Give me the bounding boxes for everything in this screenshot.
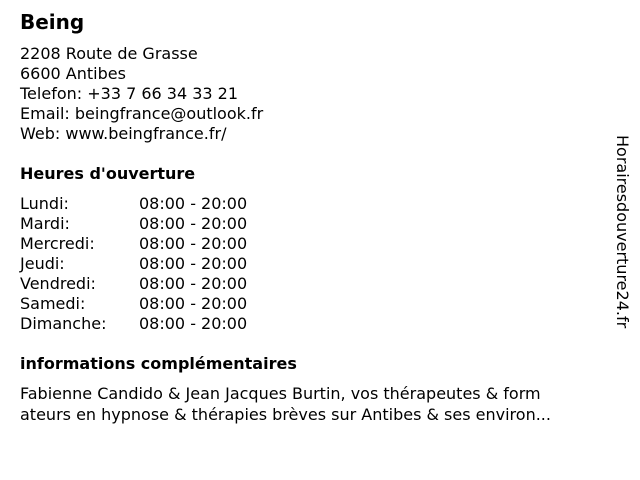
hours-row-thursday bbox=[20, 254, 280, 274]
hours-row-tuesday bbox=[20, 214, 280, 234]
hours-day: Mercredi: bbox=[20, 234, 95, 253]
hours-row-wednesday bbox=[20, 234, 280, 254]
contact-block bbox=[20, 44, 263, 144]
additional-info-line: Fabienne Candido & Jean Jacques Burtin, vos thérapeutes & form bbox=[20, 384, 541, 403]
hours-row-monday bbox=[20, 194, 280, 214]
site-watermark: Horairesdouverture24.fr bbox=[613, 135, 632, 329]
email-line: Email: beingfrance@outlook.fr bbox=[20, 104, 264, 123]
address-line-city: 6600 Antibes bbox=[20, 64, 126, 83]
web-line: Web: www.beingfrance.fr/ bbox=[20, 124, 227, 143]
hours-time: 08:00 - 20:00 bbox=[139, 314, 248, 333]
hours-time: 08:00 - 20:00 bbox=[139, 274, 248, 293]
opening-hours-heading: Heures d'ouverture bbox=[20, 164, 196, 183]
business-name: Being bbox=[20, 10, 85, 34]
hours-time: 08:00 - 20:00 bbox=[139, 214, 248, 233]
additional-info-text bbox=[20, 383, 600, 425]
phone-line: Telefon: +33 7 66 34 33 21 bbox=[20, 84, 239, 103]
hours-day: Samedi: bbox=[20, 294, 86, 313]
hours-row-sunday bbox=[20, 314, 280, 334]
hours-day: Mardi: bbox=[20, 214, 70, 233]
hours-row-saturday bbox=[20, 294, 280, 314]
opening-hours-table bbox=[20, 194, 280, 334]
address-line-street: 2208 Route de Grasse bbox=[20, 44, 198, 63]
hours-day: Jeudi: bbox=[20, 254, 65, 273]
hours-row-friday bbox=[20, 274, 280, 294]
additional-info-heading: informations complémentaires bbox=[20, 354, 297, 373]
hours-time: 08:00 - 20:00 bbox=[139, 294, 248, 313]
hours-day: Lundi: bbox=[20, 194, 69, 213]
hours-day: Dimanche: bbox=[20, 314, 107, 333]
hours-time: 08:00 - 20:00 bbox=[139, 194, 248, 213]
hours-day: Vendredi: bbox=[20, 274, 96, 293]
hours-time: 08:00 - 20:00 bbox=[139, 254, 248, 273]
additional-info-line: ateurs en hypnose & thérapies brèves sur Antibes & ses environ... bbox=[20, 405, 551, 424]
hours-time: 08:00 - 20:00 bbox=[139, 234, 248, 253]
